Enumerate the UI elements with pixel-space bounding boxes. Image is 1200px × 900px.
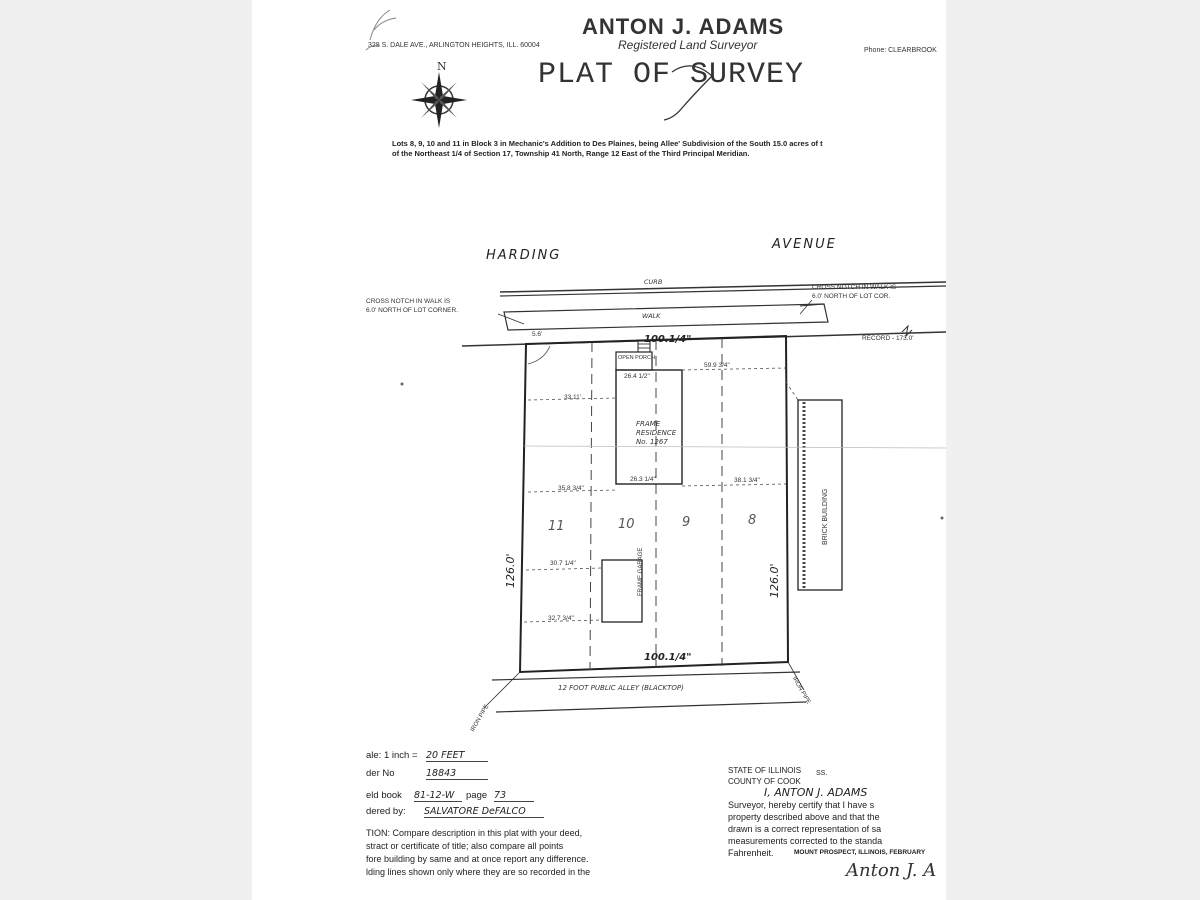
iron-pipe-left-label: IRON PIPE <box>470 703 491 733</box>
page-label: page <box>466 790 488 801</box>
residence-label-line-1: FRAME <box>636 420 661 428</box>
street-name-left: HARDING <box>486 248 562 263</box>
alley-line-top <box>492 672 800 680</box>
dim-30-7: 30.7 1/4" <box>550 560 576 567</box>
bottom-frontage-dimension: 100.1/4" <box>644 652 692 663</box>
compass-north-label: N <box>437 60 447 73</box>
dim-35-8: 35.8 3/4" <box>558 485 584 492</box>
certification-line-6: Fahrenheit. <box>728 848 774 858</box>
dim-59-9: 59.9 3/4" <box>704 362 730 369</box>
certification-place-date: MOUNT PROSPECT, ILLINOIS, FEBRUARY <box>794 849 926 856</box>
residence-label <box>636 420 676 447</box>
dim-26-4: 26.4 1/2" <box>624 373 650 380</box>
lot-number-10: 10 <box>618 517 635 532</box>
alley-line-bottom <box>496 702 806 712</box>
certification-line-3: property described above and that the <box>728 812 880 822</box>
dim-38-1: 38.1 3/4" <box>734 477 760 484</box>
title-flourish-icon <box>652 62 722 122</box>
left-depth-dimension: 126.0' <box>504 553 517 588</box>
sidewalk <box>504 304 828 330</box>
field-book-value: 81-12-W <box>414 790 462 802</box>
brick-building-label: BRICK BUILDING <box>822 488 829 545</box>
notch-right-line-1: CROSS NOTCH IN WALK IS <box>812 284 897 291</box>
page-value: 73 <box>494 790 534 802</box>
alley-label: 12 FOOT PUBLIC ALLEY (BLACKTOP) <box>558 684 684 692</box>
surveyor-address: 328 S. DALE AVE., ARLINGTON HEIGHTS, ILL. 60004 <box>368 42 540 49</box>
garage-label: FRAME GARAGE <box>638 547 644 596</box>
notch-left-line-1: CROSS NOTCH IN WALK IS <box>366 298 451 305</box>
caution-line-2: stract or certificate of title; also compare all points <box>366 841 564 851</box>
residence-label-line-3: No. 1267 <box>636 438 668 446</box>
notch-right-line-2: 6.0' NORTH OF LOT COR. <box>812 293 891 300</box>
street-name-right: AVENUE <box>772 237 837 252</box>
top-frontage-dimension: 100.1/4" <box>644 334 692 345</box>
county-label: COUNTY OF COOK <box>728 777 801 786</box>
certification-line-2: Surveyor, hereby certify that I have s <box>728 800 875 810</box>
scale-label: ale: 1 inch = <box>366 750 418 761</box>
iron-pipe-right-label: IRON PIPE <box>790 676 812 706</box>
plat-drawing <box>252 260 946 740</box>
surveyor-title: Registered Land Surveyor <box>618 38 758 52</box>
notch-left-line-2: 6.0' NORTH OF LOT CORNER. <box>366 307 459 314</box>
residence-label-line-2: RESIDENCE <box>636 429 677 437</box>
porch-label: OPEN PORCH <box>618 355 655 361</box>
dim-32-7: 32.7 3/4" <box>548 615 574 622</box>
caution-line-1: TION: Compare description in this plat with your deed, <box>366 828 583 838</box>
certification-name: I, ANTON J. ADAMS <box>764 786 868 799</box>
dim-26-3: 26.3 1/4" <box>630 476 656 483</box>
dim-line-38-1 <box>682 484 786 486</box>
frame-garage <box>602 560 642 622</box>
lot-number-9: 9 <box>682 515 691 530</box>
order-number-label: der No <box>366 768 395 779</box>
surveyor-name: ANTON J. ADAMS <box>582 14 785 39</box>
scan-line <box>524 446 946 448</box>
field-book-label: eld book <box>366 790 402 801</box>
ordered-by-label: dered by: <box>366 806 406 817</box>
lot-number-11: 11 <box>548 519 565 534</box>
survey-document <box>252 0 946 900</box>
order-number-value: 18843 <box>426 768 488 780</box>
right-depth-dimension: 126.0' <box>768 563 781 598</box>
dim-5-6: 5.6' <box>532 331 543 338</box>
dim-33-11: 33.11' <box>564 394 582 401</box>
curb-label: CURB <box>644 278 663 286</box>
lot-divider-1 <box>590 342 592 670</box>
ordered-by-value: SALVATORE DeFALCO <box>424 806 544 818</box>
legal-description-line-2: of the Northeast 1/4 of Section 17, Township 41 North, Range 12 East of the Third Principal Meridian. <box>392 149 750 158</box>
legal-description-line-1: Lots 8, 9, 10 and 11 in Block 3 in Mechanic's Addition to Des Plaines, being Allee' Subdivision of the South 15.0 acres of t <box>392 139 823 148</box>
certification-line-5: measurements corrected to the standa <box>728 836 883 846</box>
walk-label: WALK <box>642 312 661 320</box>
dim-line-59-9 <box>682 368 786 370</box>
record-label: RECORD - 173.0' <box>862 335 914 342</box>
scale-value: 20 FEET <box>426 750 488 762</box>
lot-number-8: 8 <box>748 513 757 528</box>
compass-rose-icon <box>407 58 471 130</box>
corner-scribble-icon <box>362 0 422 60</box>
certification-line-4: drawn is a correct representation of sa <box>728 824 882 834</box>
caution-line-4: lding lines shown only where they are so recorded in the <box>366 867 591 877</box>
ss-label: SS. <box>816 770 828 777</box>
caution-line-3: fore building by same and at once report any difference. <box>366 854 589 864</box>
state-label: STATE OF ILLINOIS <box>728 766 802 775</box>
surveyor-phone: Phone: CLEARBROOK <box>864 47 937 54</box>
document-title: PLAT OF SURVEY <box>538 58 805 92</box>
surveyor-signature: Anton J. A <box>846 860 937 881</box>
